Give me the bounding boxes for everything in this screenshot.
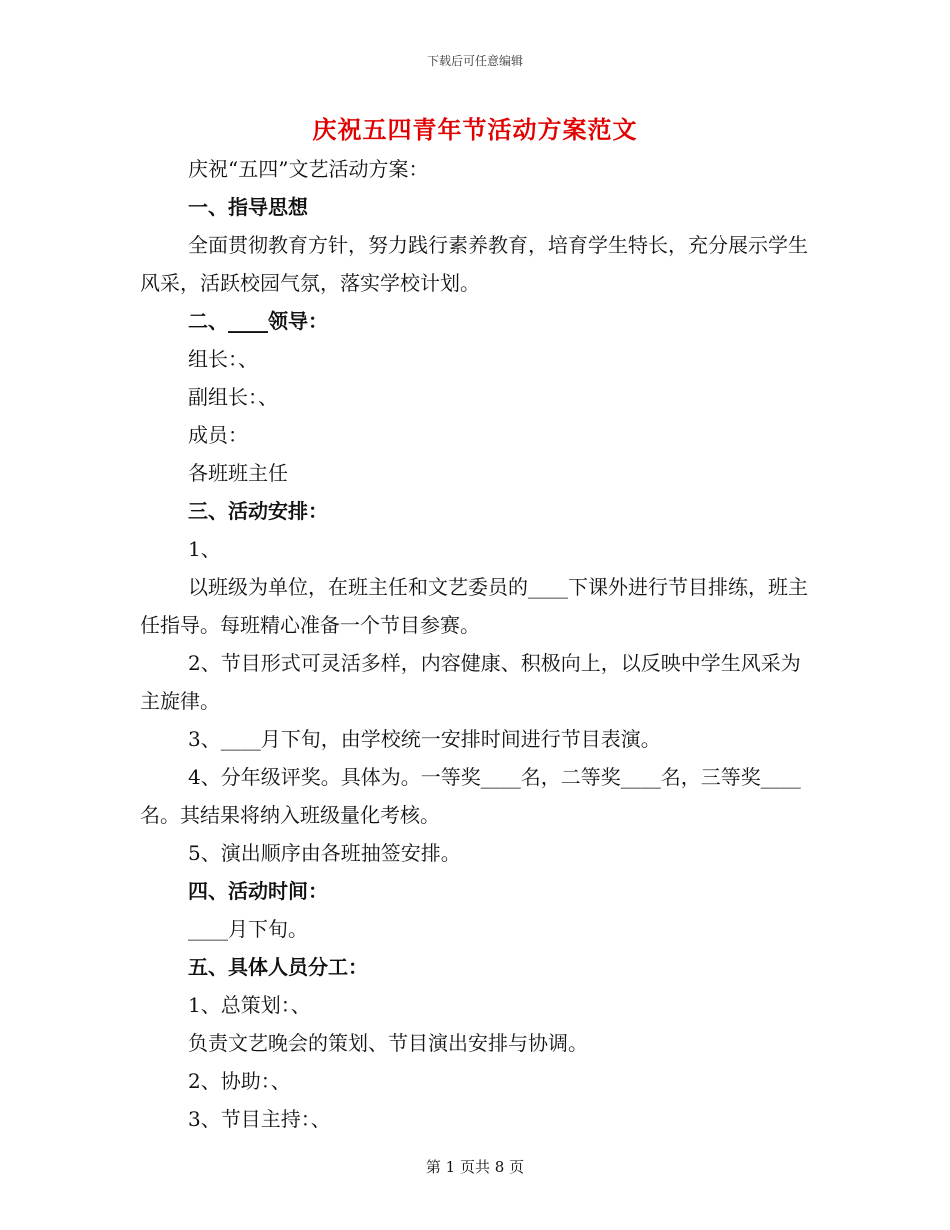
paragraph-item-5: 5、演出顺序由各班抽签安排。 [188,841,461,865]
paragraph-intro: 庆祝“五四”文艺活动方案： [188,157,429,181]
paragraph-item-1-label: 1、 [188,537,221,561]
paragraph-team-leader: 组长：、 [188,347,258,371]
paragraph-item-3: 3、____月下旬，由学校统一安排时间进行节目表演。 [188,727,661,751]
paragraph-item-1: 以班级为单位，在班主任和文艺委员的____下课外进行节目排练，班主任指导。每班精心准备一个节目参赛。 [140,575,808,637]
page-footer-number: 第 1 页共 8 页 [425,1158,525,1176]
paragraph-class-teachers: 各班班主任 [188,461,288,485]
paragraph-planner-duty: 负责文艺晚会的策划、节目演出安排与协调。 [188,1031,588,1055]
heading-activity-arrangement: 三、活动安排： [188,499,328,523]
heading-activity-time: 四、活动时间： [188,879,328,903]
page-header-note: 下载后可任意编辑 [426,54,523,68]
paragraph-activity-time: ____月下旬。 [188,917,308,941]
paragraph-deputy-leader: 副组长：、 [188,385,278,409]
paragraph-host: 3、节目主持：、 [188,1107,331,1131]
paragraph-members: 成员： [188,423,248,447]
paragraph-chief-planner: 1、总策划：、 [188,993,311,1017]
heading-guiding-thought: 一、指导思想 [188,195,308,219]
document-body [140,150,810,1138]
document-title: 庆祝五四青年节活动方案范文 [312,116,638,144]
heading-leadership: 二、____领导： [188,309,328,333]
paragraph-item-4: 4、分年级评奖。具体为。一等奖____名，二等奖____名，三等奖____名。其结果将纳入班级量化考核。 [140,765,801,827]
paragraph-guiding-thought: 全面贯彻教育方针，努力践行素养教育，培育学生特长，充分展示学生风采，活跃校园气氛，落实学校计划。 [140,233,808,295]
heading-staff-division: 五、具体人员分工： [188,955,368,979]
paragraph-item-2: 2、节目形式可灵活多样，内容健康、积极向上，以反映中学生风采为主旋律。 [140,651,801,713]
paragraph-assistant: 2、协助：、 [188,1069,291,1093]
